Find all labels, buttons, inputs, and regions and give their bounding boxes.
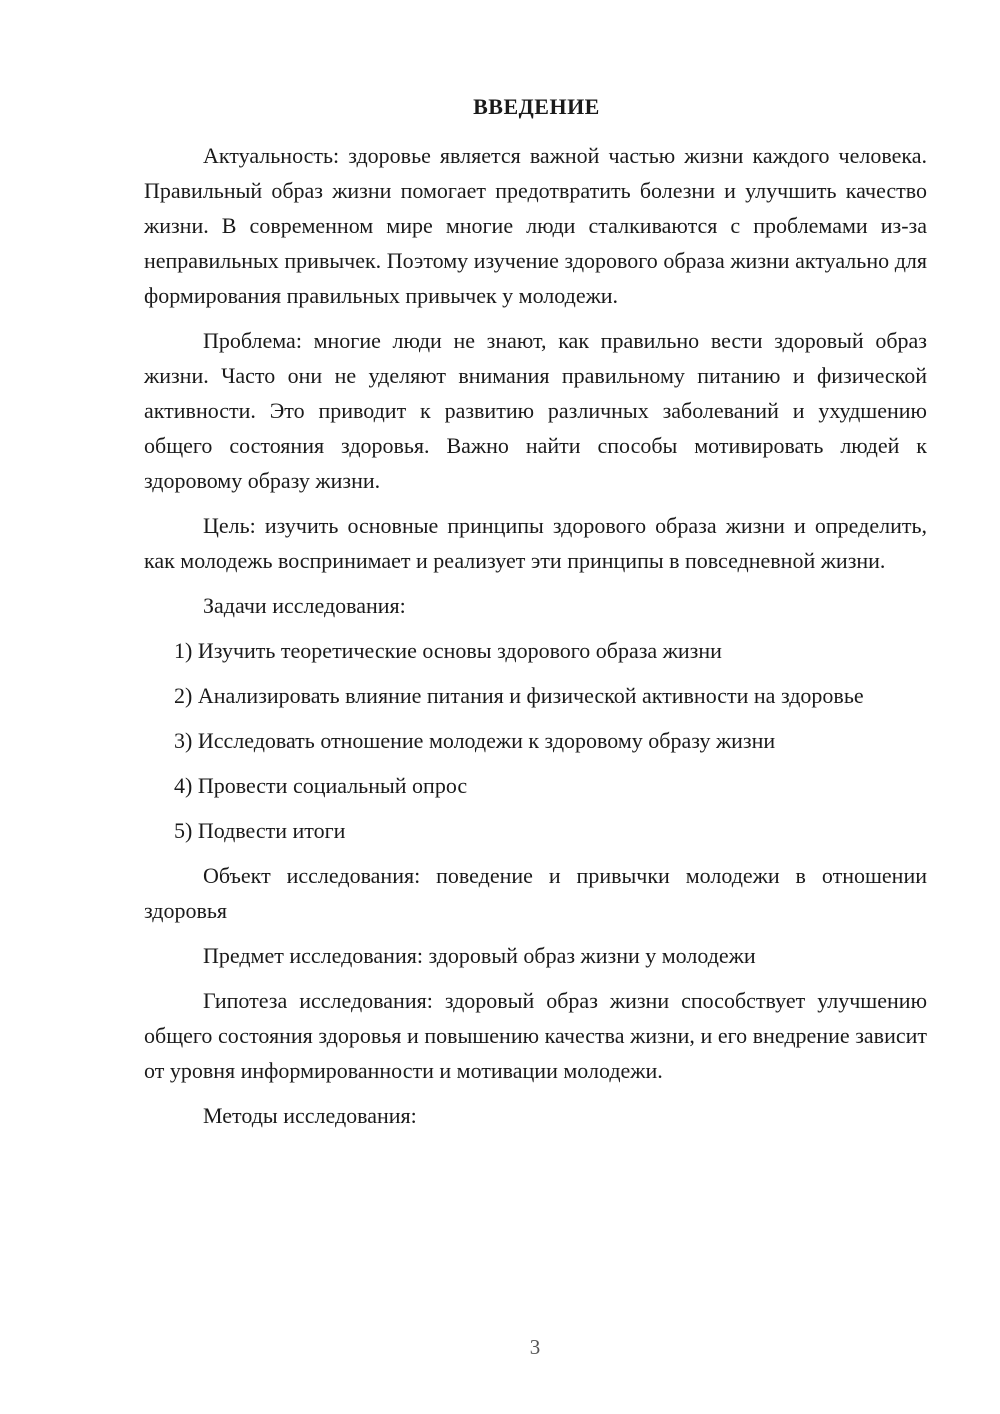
methods-heading: Методы исследования: bbox=[203, 1103, 417, 1128]
page-number: 3 bbox=[529, 1335, 541, 1359]
relevance-paragraph: Актуальность: здоровье является важной частью жизни каждого человека. Правильный образ жизни помогает предотвратить болезни и улучшить качество жизни. В современном мире многие люди сталкиваются с проблемами из-за неправильных привычек. Поэтому изучение здорового образа жизни актуально для формирования правильных привычек у молодежи. bbox=[144, 143, 927, 308]
task-item-2: 2) Анализировать влияние питания и физической активности на здоровье bbox=[174, 683, 864, 708]
goal-paragraph: Цель: изучить основные принципы здорового образа жизни и определить, как молодежь воспринимает и реализует эти принципы в повседневной жизни. bbox=[144, 513, 927, 573]
task-item-3: 3) Исследовать отношение молодежи к здоровому образу жизни bbox=[174, 728, 776, 753]
section-heading: ВВЕДЕНИЕ bbox=[473, 94, 600, 119]
hypothesis-paragraph: Гипотеза исследования: здоровый образ жизни способствует улучшению общего состояния здоровья и повышению качества жизни, и его внедрение зависит от уровня информированности и мотивации молодежи. bbox=[144, 988, 927, 1083]
tasks-heading: Задачи исследования: bbox=[203, 593, 406, 618]
task-item-5: 5) Подвести итоги bbox=[174, 818, 346, 843]
subject-paragraph: Предмет исследования: здоровый образ жизни у молодежи bbox=[203, 943, 756, 968]
task-item-1: 1) Изучить теоретические основы здорового образа жизни bbox=[174, 638, 722, 663]
object-paragraph: Объект исследования: поведение и привычки молодежи в отношении здоровья bbox=[144, 863, 927, 923]
problem-paragraph: Проблема: многие люди не знают, как правильно вести здоровый образ жизни. Часто они не уделяют внимания правильному питанию и физической активности. Это приводит к развитию различных заболеваний и ухудшению общего состояния здоровья. Важно найти способы мотивировать людей к здоровому образу жизни. bbox=[144, 328, 927, 493]
page-content bbox=[144, 92, 927, 1143]
task-item-4: 4) Провести социальный опрос bbox=[174, 773, 468, 798]
